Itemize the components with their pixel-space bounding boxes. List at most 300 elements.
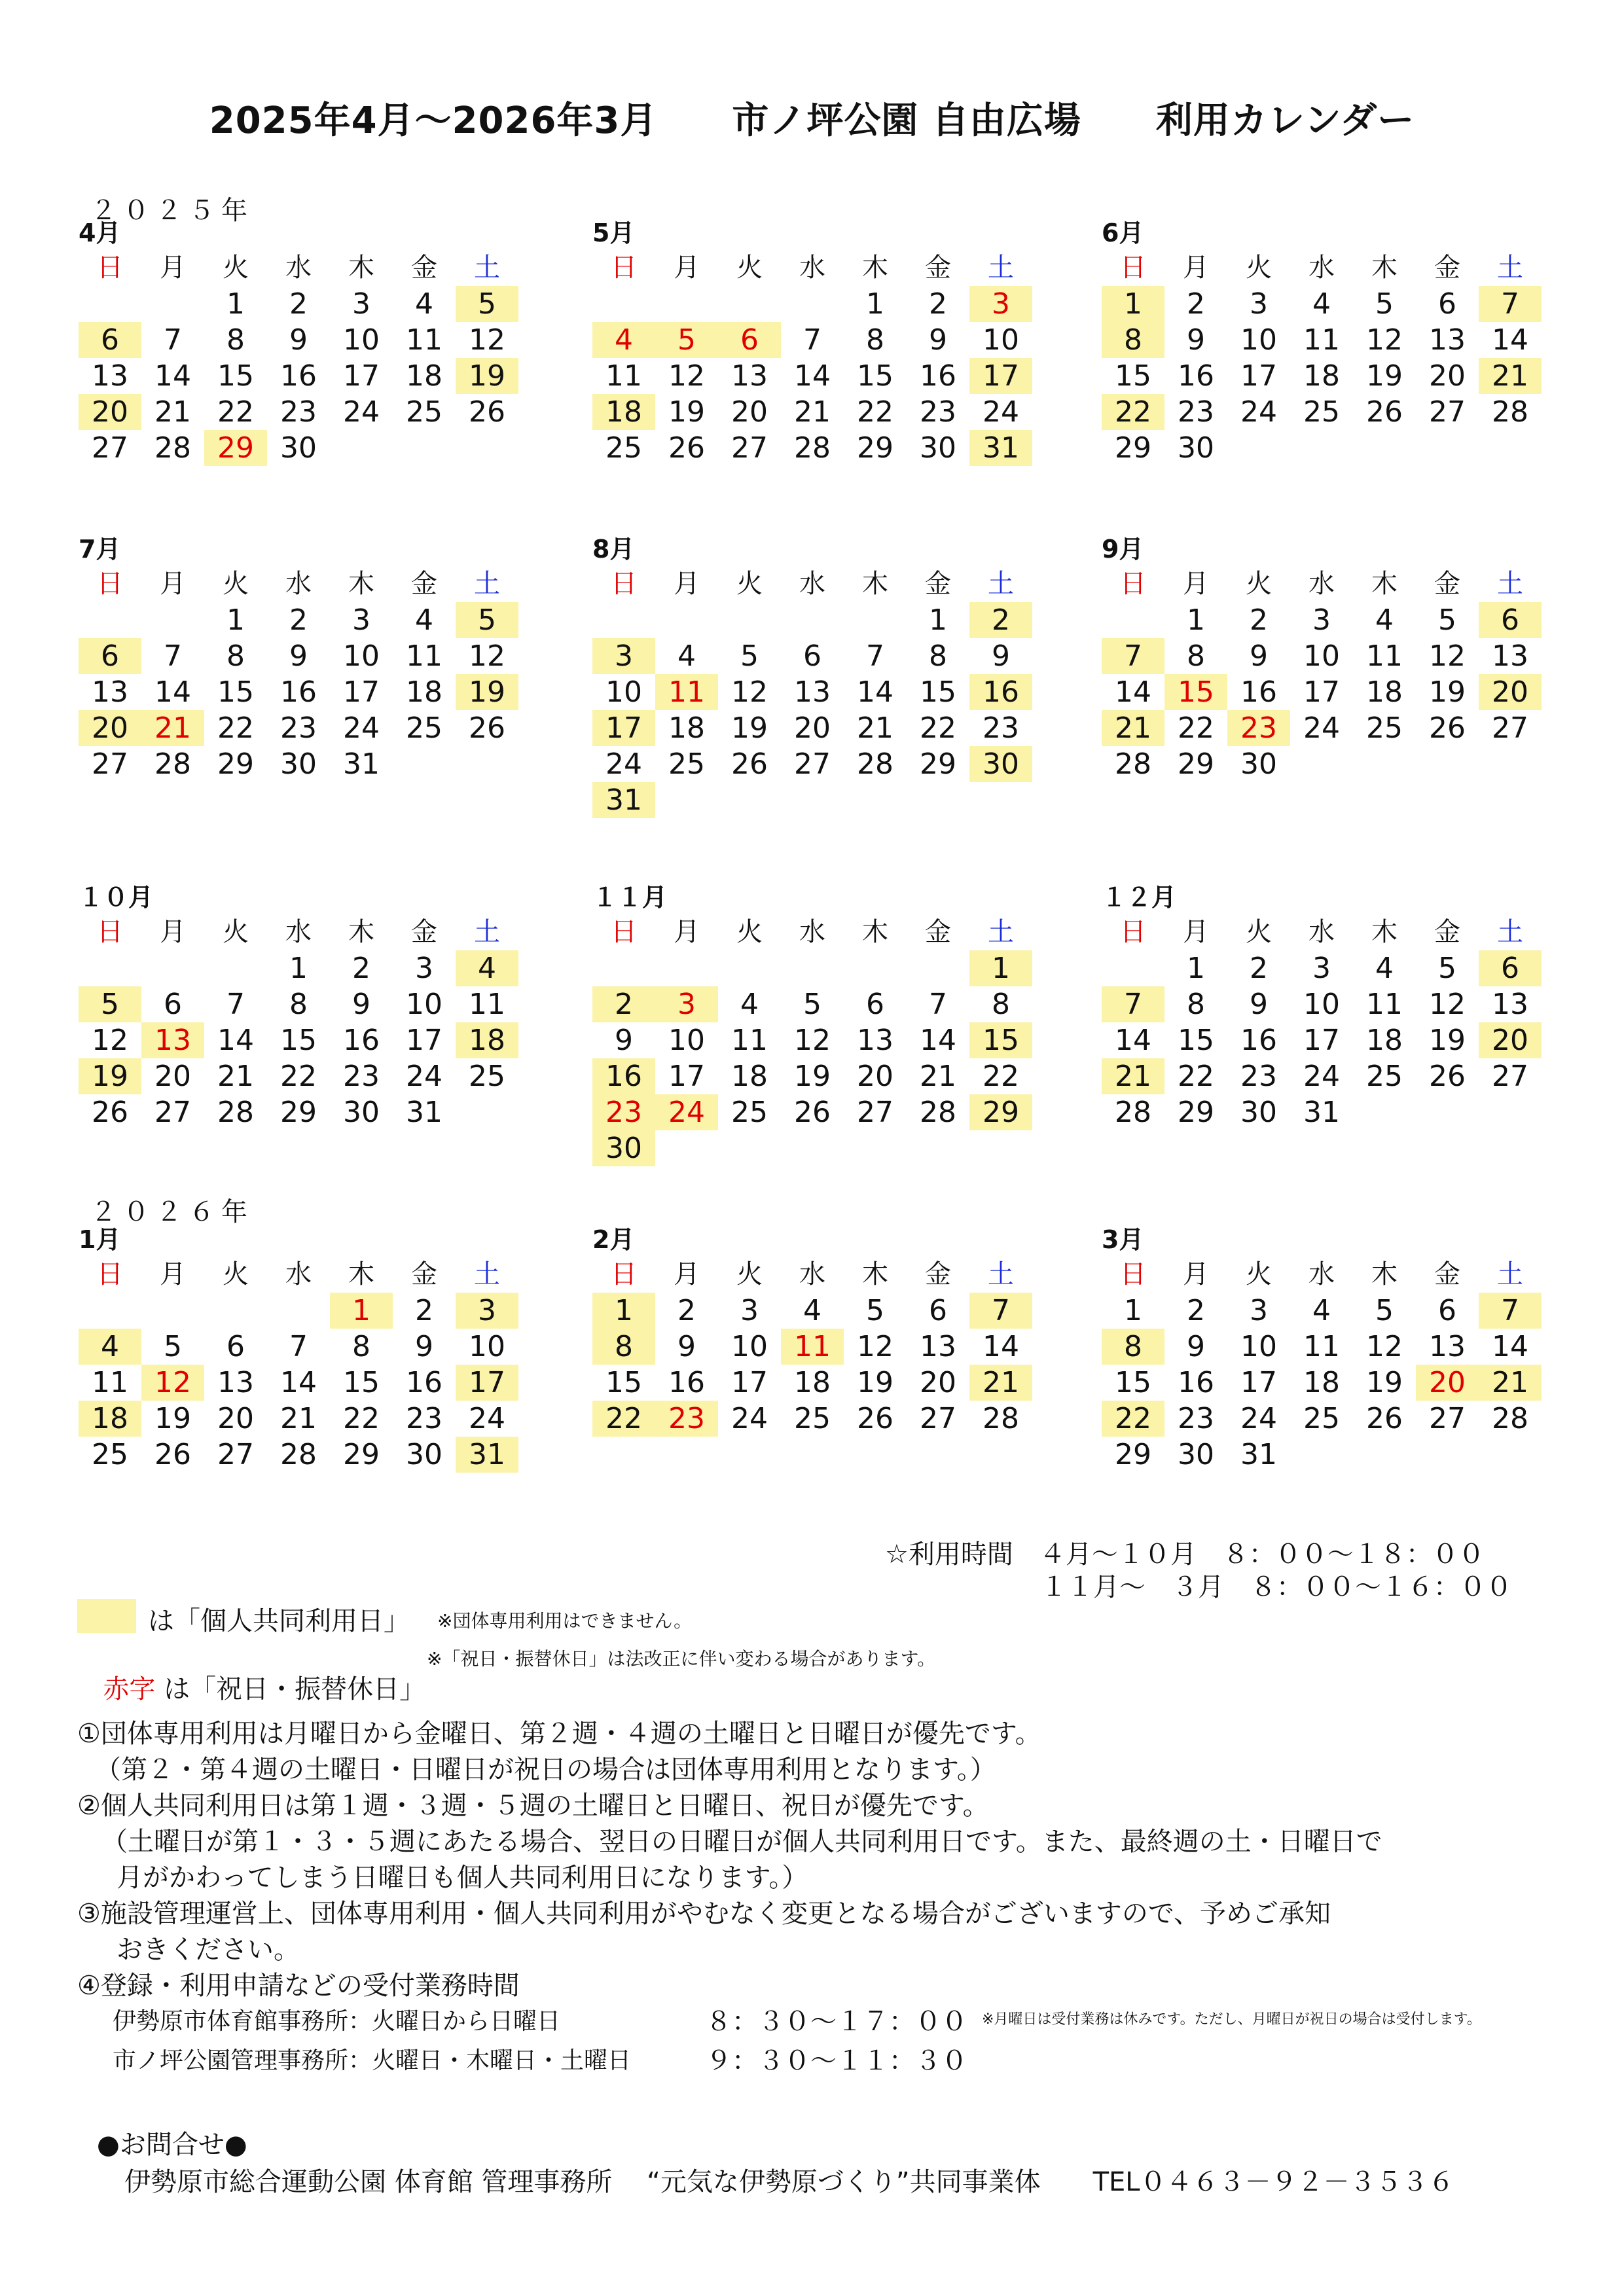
day-cell: 29 bbox=[217, 747, 254, 781]
day-cell: 2 bbox=[1187, 287, 1205, 321]
day-cell: 8 bbox=[992, 988, 1010, 1021]
day-cell: 24 bbox=[343, 395, 380, 429]
month-calendar bbox=[79, 1223, 537, 1473]
contact-line: 伊勢原市総合運動公園 体育館 管理事務所 “元気な伊勢原づくり”共同事業体 TEL０４６３－９２－３５３６ bbox=[124, 2167, 1454, 2197]
day-cell: 22 bbox=[857, 395, 893, 429]
day-cell: 9 bbox=[415, 1330, 433, 1363]
day-cell: 1 bbox=[1187, 603, 1205, 637]
day-cell: 11 bbox=[655, 674, 718, 710]
day-cell: 27 bbox=[794, 747, 831, 781]
weekday-header: 金 bbox=[411, 917, 437, 947]
day-cell: 21 bbox=[969, 1365, 1032, 1401]
day-cell: 18 bbox=[1303, 359, 1340, 393]
weekday-header: 土 bbox=[474, 253, 500, 283]
month-name: 5月 bbox=[592, 219, 635, 247]
day-cell: 20 bbox=[217, 1402, 254, 1435]
day-cell: 17 bbox=[343, 359, 380, 393]
day-cell: 26 bbox=[154, 1438, 191, 1471]
day-cell: 3 bbox=[1250, 1294, 1268, 1327]
day-cell: 6 bbox=[164, 988, 182, 1021]
day-cell: 22 bbox=[217, 711, 254, 745]
day-cell: 10 bbox=[1240, 323, 1277, 357]
empty-day-cell bbox=[781, 950, 844, 986]
day-cell: 8 bbox=[352, 1330, 370, 1363]
day-cell: 30 bbox=[406, 1438, 442, 1471]
day-cell: 12 bbox=[1366, 323, 1403, 357]
day-cell: 24 bbox=[731, 1402, 768, 1435]
day-cell: 19 bbox=[154, 1402, 191, 1435]
day-cell: 28 bbox=[1492, 395, 1528, 429]
day-cell: 7 bbox=[164, 639, 182, 673]
day-cell: 26 bbox=[1429, 1060, 1466, 1093]
empty-day-cell bbox=[781, 286, 844, 322]
day-cell: 20 bbox=[731, 395, 768, 429]
month-calendar bbox=[592, 880, 1051, 1166]
month-day-grid bbox=[79, 914, 537, 1130]
day-cell: 29 bbox=[1178, 1096, 1214, 1129]
empty-day-cell bbox=[655, 950, 718, 986]
day-cell: 20 bbox=[1429, 359, 1466, 393]
day-cell: 13 bbox=[920, 1330, 956, 1363]
day-cell: 6 bbox=[226, 1330, 245, 1363]
day-cell: 2 bbox=[929, 287, 947, 321]
day-cell: 17 bbox=[731, 1366, 768, 1399]
day-cell: 21 bbox=[857, 711, 893, 745]
day-cell: 7 bbox=[929, 988, 947, 1021]
day-cell: 25 bbox=[92, 1438, 128, 1471]
month-calendar bbox=[1102, 880, 1560, 1130]
day-cell: 3 bbox=[352, 287, 370, 321]
day-cell: 2 bbox=[352, 952, 370, 985]
legend-highlight-text: は「個人共同利用日」 bbox=[148, 1606, 410, 1636]
day-cell: 23 bbox=[655, 1401, 718, 1437]
day-cell: 13 bbox=[1492, 639, 1528, 673]
office-2-name: 市ノ坪公園管理事務所：火曜日・木曜日・土曜日 bbox=[113, 2047, 632, 2074]
month-calendar bbox=[1102, 216, 1560, 466]
day-cell: 29 bbox=[857, 431, 893, 465]
day-cell: 28 bbox=[794, 431, 831, 465]
day-cell: 3 bbox=[1250, 287, 1268, 321]
day-cell: 4 bbox=[803, 1294, 821, 1327]
day-cell: 19 bbox=[1366, 359, 1403, 393]
day-cell: 21 bbox=[920, 1060, 956, 1093]
day-cell: 10 bbox=[343, 323, 380, 357]
weekday-header: 金 bbox=[411, 569, 437, 599]
day-cell: 24 bbox=[406, 1060, 442, 1093]
month-day-grid bbox=[1102, 566, 1560, 782]
weekday-header: 火 bbox=[223, 569, 249, 599]
day-cell: 20 bbox=[154, 1060, 191, 1093]
day-cell: 21 bbox=[141, 710, 204, 746]
day-cell: 26 bbox=[469, 395, 505, 429]
day-cell: 11 bbox=[1366, 639, 1403, 673]
empty-day-cell bbox=[592, 602, 655, 638]
day-cell: 14 bbox=[857, 675, 893, 709]
day-cell: 31 bbox=[592, 782, 655, 818]
day-cell: 11 bbox=[1366, 988, 1403, 1021]
day-cell: 3 bbox=[592, 638, 655, 674]
weekday-header: 木 bbox=[862, 917, 888, 947]
day-cell: 20 bbox=[1479, 674, 1542, 710]
day-cell: 20 bbox=[920, 1366, 956, 1399]
weekday-header: 日 bbox=[611, 253, 637, 283]
day-cell: 4 bbox=[677, 639, 696, 673]
day-cell: 10 bbox=[1303, 639, 1340, 673]
day-cell: 8 bbox=[866, 323, 884, 357]
office-1-time: ８：３０～１７：００ bbox=[706, 2007, 967, 2037]
day-cell: 4 bbox=[1375, 952, 1394, 985]
empty-day-cell bbox=[592, 950, 655, 986]
month-day-grid bbox=[592, 566, 1051, 818]
weekday-header: 日 bbox=[1120, 1259, 1146, 1289]
weekday-header: 土 bbox=[1497, 569, 1523, 599]
weekday-header: 木 bbox=[348, 253, 374, 283]
day-cell: 26 bbox=[469, 711, 505, 745]
day-cell: 10 bbox=[469, 1330, 505, 1363]
day-cell: 15 bbox=[1115, 1366, 1151, 1399]
day-cell: 17 bbox=[1303, 675, 1340, 709]
weekday-header: 月 bbox=[160, 253, 186, 283]
day-cell: 1 bbox=[330, 1293, 393, 1329]
day-cell: 14 bbox=[1492, 1330, 1528, 1363]
day-cell: 29 bbox=[1178, 747, 1214, 781]
day-cell: 23 bbox=[920, 395, 956, 429]
day-cell: 18 bbox=[1303, 1366, 1340, 1399]
empty-day-cell bbox=[141, 286, 204, 322]
empty-day-cell bbox=[655, 286, 718, 322]
day-cell: 30 bbox=[1240, 747, 1277, 781]
day-cell: 23 bbox=[592, 1094, 655, 1130]
day-cell: 14 bbox=[920, 1024, 956, 1057]
weekday-header: 日 bbox=[1120, 253, 1146, 283]
month-name: 1月 bbox=[79, 1225, 121, 1254]
day-cell: 14 bbox=[983, 1330, 1019, 1363]
weekday-header: 日 bbox=[611, 569, 637, 599]
month-calendar bbox=[592, 1223, 1051, 1437]
weekday-header: 月 bbox=[1183, 253, 1209, 283]
day-cell: 4 bbox=[740, 988, 759, 1021]
day-cell: 14 bbox=[1115, 1024, 1151, 1057]
day-cell: 23 bbox=[1178, 395, 1214, 429]
day-cell: 26 bbox=[668, 431, 705, 465]
empty-day-cell bbox=[141, 602, 204, 638]
empty-day-cell bbox=[204, 950, 267, 986]
day-cell: 11 bbox=[406, 323, 442, 357]
day-cell: 10 bbox=[605, 675, 642, 709]
weekday-header: 火 bbox=[736, 917, 763, 947]
day-cell: 1 bbox=[592, 1293, 655, 1329]
day-cell: 10 bbox=[1240, 1330, 1277, 1363]
day-cell: 11 bbox=[1303, 1330, 1340, 1363]
day-cell: 19 bbox=[456, 358, 518, 394]
day-cell: 26 bbox=[1366, 395, 1403, 429]
day-cell: 24 bbox=[983, 395, 1019, 429]
day-cell: 17 bbox=[1303, 1024, 1340, 1057]
day-cell: 2 bbox=[1250, 952, 1268, 985]
month-calendar bbox=[1102, 1223, 1560, 1473]
weekday-header: 日 bbox=[97, 1259, 123, 1289]
month-calendar bbox=[79, 880, 537, 1130]
month-name: 7月 bbox=[79, 535, 121, 564]
day-cell: 22 bbox=[1102, 394, 1164, 430]
day-cell: 9 bbox=[615, 1024, 633, 1057]
day-cell: 6 bbox=[1438, 287, 1456, 321]
day-cell: 7 bbox=[1102, 638, 1164, 674]
day-cell: 6 bbox=[1438, 1294, 1456, 1327]
day-cell: 15 bbox=[1164, 674, 1227, 710]
empty-day-cell bbox=[718, 950, 781, 986]
day-cell: 30 bbox=[343, 1096, 380, 1129]
month-calendar bbox=[592, 532, 1051, 818]
empty-day-cell bbox=[1102, 602, 1164, 638]
day-cell: 2 bbox=[1250, 603, 1268, 637]
weekday-header: 土 bbox=[1497, 1259, 1523, 1289]
day-cell: 23 bbox=[406, 1402, 442, 1435]
day-cell: 28 bbox=[280, 1438, 317, 1471]
day-cell: 5 bbox=[456, 286, 518, 322]
day-cell: 21 bbox=[1479, 358, 1542, 394]
day-cell: 20 bbox=[1416, 1365, 1479, 1401]
rule-1-note: （第２・第４週の土曜日・日曜日が祝日の場合は団体専用利用となります。） bbox=[95, 1755, 996, 1785]
day-cell: 5 bbox=[1438, 603, 1456, 637]
month-name: 4月 bbox=[79, 219, 121, 247]
weekday-header: 金 bbox=[925, 253, 951, 283]
day-cell: 19 bbox=[1429, 675, 1466, 709]
day-cell: 14 bbox=[217, 1024, 254, 1057]
weekday-header: 金 bbox=[411, 1259, 437, 1289]
month-day-grid bbox=[79, 250, 537, 466]
day-cell: 24 bbox=[655, 1094, 718, 1130]
day-cell: 12 bbox=[731, 675, 768, 709]
month-calendar bbox=[79, 216, 537, 466]
day-cell: 18 bbox=[731, 1060, 768, 1093]
day-cell: 15 bbox=[1115, 359, 1151, 393]
month-name: 6月 bbox=[1102, 219, 1144, 247]
day-cell: 25 bbox=[1303, 1402, 1340, 1435]
day-cell: 31 bbox=[1240, 1438, 1277, 1471]
contact-heading: ●お問合せ● bbox=[97, 2130, 247, 2160]
day-cell: 8 bbox=[1187, 639, 1205, 673]
day-cell: 19 bbox=[1429, 1024, 1466, 1057]
day-cell: 27 bbox=[1429, 1402, 1466, 1435]
day-cell: 21 bbox=[217, 1060, 254, 1093]
weekday-header: 水 bbox=[285, 1259, 312, 1289]
weekday-header: 木 bbox=[862, 1259, 888, 1289]
day-cell: 13 bbox=[857, 1024, 893, 1057]
usage-hours-label: ☆利用時間 ４月～１０月 ８：００～１８：００ bbox=[885, 1539, 1485, 1570]
rule-1: ①団体専用利用は月曜日から金曜日、第２週・４週の土曜日と日曜日が優先です。 bbox=[77, 1719, 1041, 1749]
day-cell: 17 bbox=[969, 358, 1032, 394]
day-cell: 18 bbox=[79, 1401, 141, 1437]
day-cell: 9 bbox=[1250, 988, 1268, 1021]
day-cell: 26 bbox=[1429, 711, 1466, 745]
day-cell: 11 bbox=[1303, 323, 1340, 357]
day-cell: 27 bbox=[1492, 711, 1528, 745]
weekday-header: 土 bbox=[988, 569, 1014, 599]
empty-day-cell bbox=[267, 1293, 330, 1329]
empty-day-cell bbox=[204, 1293, 267, 1329]
month-calendar bbox=[1102, 532, 1560, 782]
day-cell: 19 bbox=[731, 711, 768, 745]
day-cell: 18 bbox=[456, 1022, 518, 1058]
day-cell: 30 bbox=[592, 1130, 655, 1166]
day-cell: 12 bbox=[794, 1024, 831, 1057]
weekday-header: 火 bbox=[1246, 253, 1272, 283]
weekday-header: 水 bbox=[1308, 569, 1335, 599]
empty-day-cell bbox=[718, 286, 781, 322]
month-name: 2月 bbox=[592, 1225, 635, 1254]
day-cell: 12 bbox=[857, 1330, 893, 1363]
day-cell: 6 bbox=[866, 988, 884, 1021]
day-cell: 18 bbox=[1366, 1024, 1403, 1057]
day-cell: 27 bbox=[154, 1096, 191, 1129]
weekday-header: 木 bbox=[348, 569, 374, 599]
day-cell: 11 bbox=[781, 1329, 844, 1365]
day-cell: 7 bbox=[866, 639, 884, 673]
day-cell: 12 bbox=[141, 1365, 204, 1401]
day-cell: 8 bbox=[1187, 988, 1205, 1021]
day-cell: 19 bbox=[794, 1060, 831, 1093]
day-cell: 27 bbox=[920, 1402, 956, 1435]
month-day-grid bbox=[79, 566, 537, 782]
rule-2-note-a: （土曜日が第１・３・５週にあたる場合、翌日の日曜日が個人共同利用日です。また、最終週の土・日曜日で bbox=[101, 1827, 1382, 1857]
day-cell: 1 bbox=[289, 952, 308, 985]
day-cell: 2 bbox=[592, 986, 655, 1022]
month-day-grid bbox=[1102, 914, 1560, 1130]
weekday-header: 日 bbox=[1120, 917, 1146, 947]
weekday-header: 月 bbox=[674, 1259, 700, 1289]
day-cell: 4 bbox=[1312, 1294, 1331, 1327]
day-cell: 15 bbox=[217, 359, 254, 393]
empty-day-cell bbox=[844, 602, 907, 638]
day-cell: 12 bbox=[469, 639, 505, 673]
day-cell: 8 bbox=[289, 988, 308, 1021]
empty-day-cell bbox=[79, 950, 141, 986]
month-name: １２月 bbox=[1102, 883, 1177, 912]
day-cell: 16 bbox=[920, 359, 956, 393]
day-cell: 5 bbox=[456, 602, 518, 638]
day-cell: 1 bbox=[1187, 952, 1205, 985]
day-cell: 21 bbox=[794, 395, 831, 429]
day-cell: 24 bbox=[605, 747, 642, 781]
day-cell: 28 bbox=[983, 1402, 1019, 1435]
day-cell: 25 bbox=[469, 1060, 505, 1093]
day-cell: 3 bbox=[1312, 603, 1331, 637]
day-cell: 14 bbox=[154, 675, 191, 709]
office-2-time: ９：３０～１１：３０ bbox=[706, 2046, 967, 2076]
office-1-name: 伊勢原市体育館事務所：火曜日から日曜日 bbox=[113, 2008, 561, 2035]
day-cell: 23 bbox=[280, 711, 317, 745]
weekday-header: 木 bbox=[348, 917, 374, 947]
weekday-header: 水 bbox=[1308, 1259, 1335, 1289]
month-day-grid bbox=[592, 914, 1051, 1166]
weekday-header: 金 bbox=[1434, 569, 1460, 599]
day-cell: 13 bbox=[141, 1022, 204, 1058]
day-cell: 10 bbox=[983, 323, 1019, 357]
day-cell: 16 bbox=[1240, 675, 1277, 709]
day-cell: 9 bbox=[1187, 1330, 1205, 1363]
day-cell: 15 bbox=[343, 1366, 380, 1399]
weekday-header: 日 bbox=[97, 253, 123, 283]
day-cell: 26 bbox=[857, 1402, 893, 1435]
day-cell: 28 bbox=[1115, 1096, 1151, 1129]
usage-hours-winter: １１月～ ３月 ８：００～１６：００ bbox=[1041, 1572, 1512, 1602]
day-cell: 15 bbox=[605, 1366, 642, 1399]
day-cell: 16 bbox=[969, 674, 1032, 710]
empty-day-cell bbox=[141, 1293, 204, 1329]
day-cell: 10 bbox=[1303, 988, 1340, 1021]
month-calendar bbox=[79, 532, 537, 782]
day-cell: 13 bbox=[92, 675, 128, 709]
empty-day-cell bbox=[141, 950, 204, 986]
day-cell: 5 bbox=[655, 322, 718, 358]
day-cell: 29 bbox=[969, 1094, 1032, 1130]
day-cell: 17 bbox=[343, 675, 380, 709]
day-cell: 20 bbox=[794, 711, 831, 745]
day-cell: 18 bbox=[406, 675, 442, 709]
day-cell: 16 bbox=[1178, 359, 1214, 393]
day-cell: 1 bbox=[1102, 286, 1164, 322]
day-cell: 5 bbox=[1438, 952, 1456, 985]
weekday-header: 月 bbox=[160, 1259, 186, 1289]
weekday-header: 日 bbox=[611, 917, 637, 947]
day-cell: 4 bbox=[456, 950, 518, 986]
day-cell: 12 bbox=[469, 323, 505, 357]
day-cell: 23 bbox=[343, 1060, 380, 1093]
day-cell: 6 bbox=[1479, 602, 1542, 638]
day-cell: 5 bbox=[866, 1294, 884, 1327]
day-cell: 9 bbox=[992, 639, 1010, 673]
weekday-header: 木 bbox=[348, 1259, 374, 1289]
weekday-header: 土 bbox=[988, 917, 1014, 947]
day-cell: 6 bbox=[718, 322, 781, 358]
day-cell: 20 bbox=[1479, 1022, 1542, 1058]
day-cell: 1 bbox=[969, 950, 1032, 986]
day-cell: 3 bbox=[655, 986, 718, 1022]
day-cell: 24 bbox=[469, 1402, 505, 1435]
day-cell: 28 bbox=[920, 1096, 956, 1129]
day-cell: 7 bbox=[1479, 1293, 1542, 1329]
day-cell: 11 bbox=[605, 359, 642, 393]
day-cell: 26 bbox=[1366, 1402, 1403, 1435]
month-name: １０月 bbox=[79, 883, 154, 912]
day-cell: 2 bbox=[415, 1294, 433, 1327]
day-cell: 8 bbox=[226, 323, 245, 357]
day-cell: 17 bbox=[456, 1365, 518, 1401]
day-cell: 19 bbox=[668, 395, 705, 429]
day-cell: 15 bbox=[1178, 1024, 1214, 1057]
month-day-grid bbox=[592, 1257, 1051, 1437]
day-cell: 25 bbox=[406, 395, 442, 429]
day-cell: 28 bbox=[1115, 747, 1151, 781]
day-cell: 6 bbox=[1479, 950, 1542, 986]
day-cell: 20 bbox=[79, 710, 141, 746]
day-cell: 25 bbox=[1366, 1060, 1403, 1093]
empty-day-cell bbox=[718, 602, 781, 638]
legend-highlight-note: ※団体専用利用はできません。 bbox=[437, 1610, 693, 1632]
day-cell: 7 bbox=[164, 323, 182, 357]
day-cell: 11 bbox=[469, 988, 505, 1021]
day-cell: 21 bbox=[1479, 1365, 1542, 1401]
day-cell: 12 bbox=[1366, 1330, 1403, 1363]
day-cell: 16 bbox=[280, 359, 317, 393]
day-cell: 30 bbox=[1178, 1438, 1214, 1471]
weekday-header: 土 bbox=[988, 253, 1014, 283]
day-cell: 5 bbox=[1375, 287, 1394, 321]
day-cell: 31 bbox=[456, 1437, 518, 1473]
weekday-header: 金 bbox=[925, 1259, 951, 1289]
day-cell: 7 bbox=[969, 1293, 1032, 1329]
